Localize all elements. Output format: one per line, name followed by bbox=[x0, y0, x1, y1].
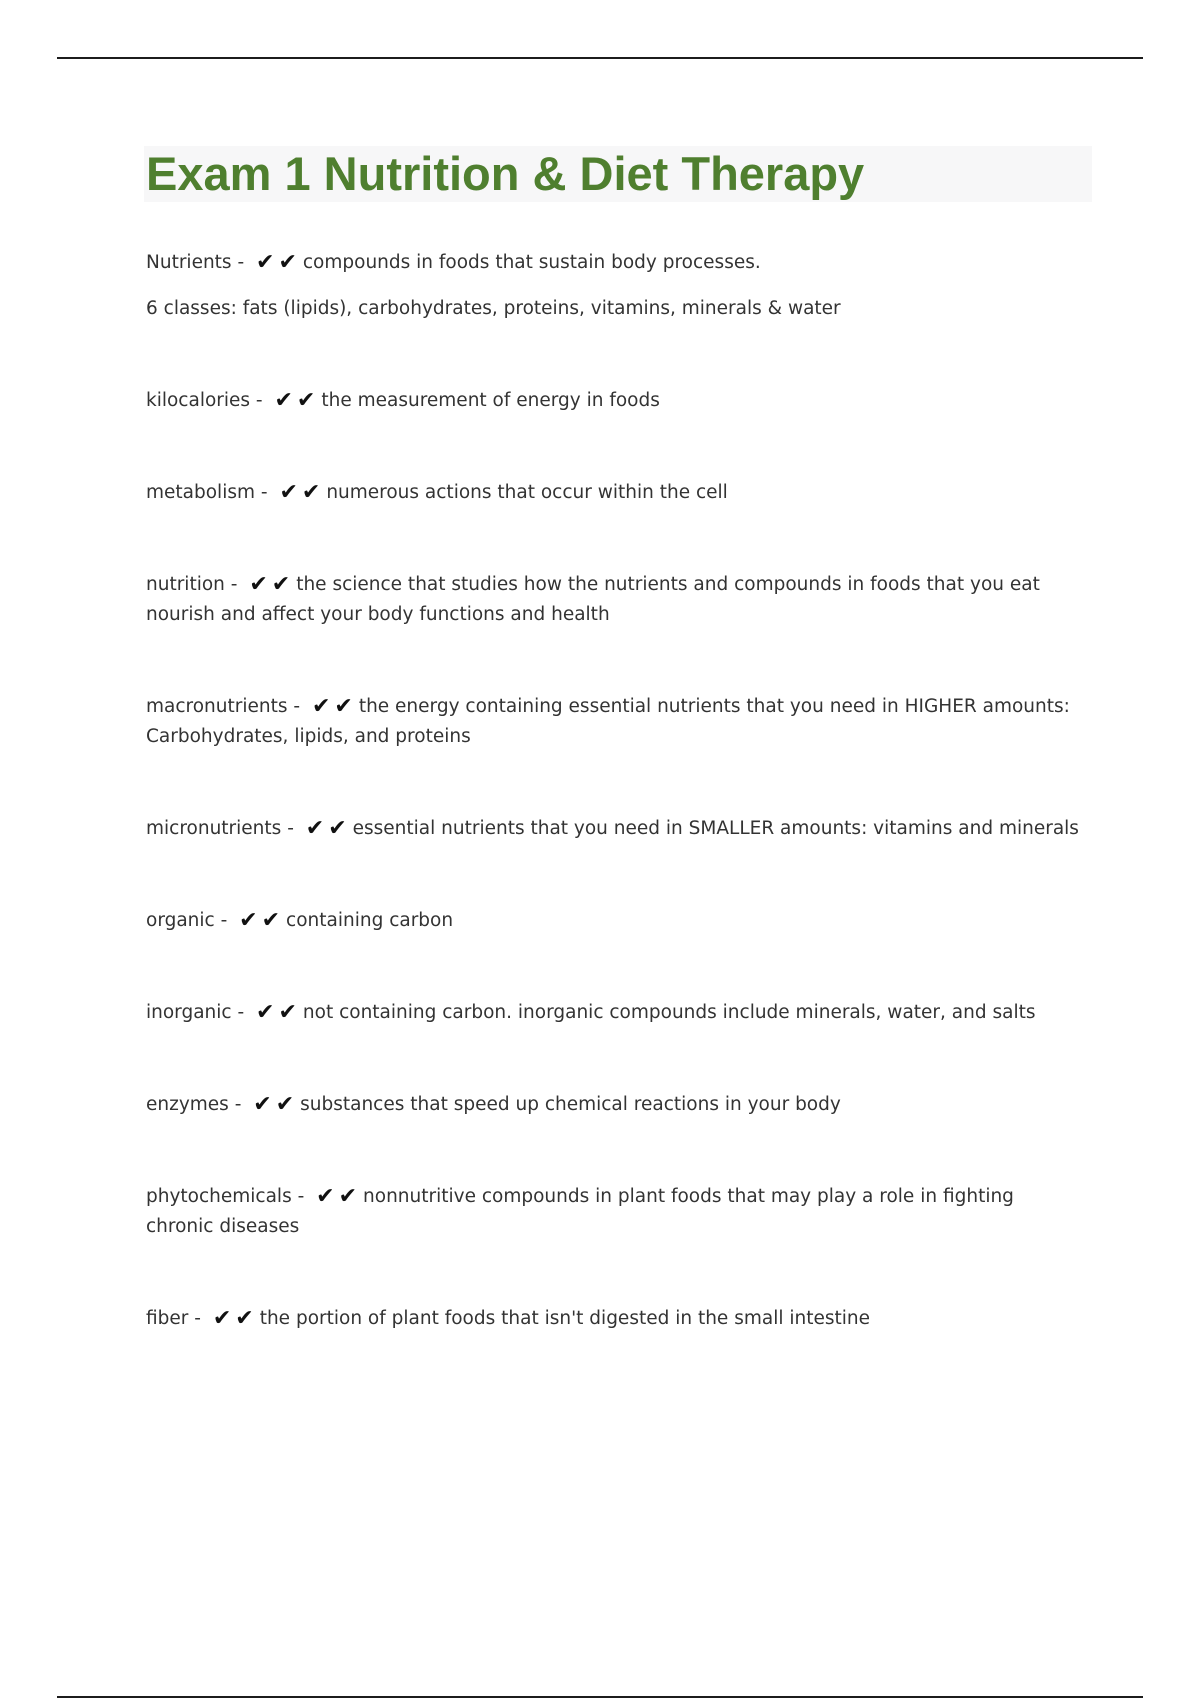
bottom-rule bbox=[57, 1696, 1143, 1698]
entry-term: macronutrients bbox=[146, 696, 288, 717]
entry-definition: substances that speed up chemical reactions in your body bbox=[300, 1094, 841, 1115]
entry-inorganic bbox=[146, 998, 1086, 1028]
entry-nutrition bbox=[146, 570, 1086, 630]
entry-definition: the science that studies how the nutrients and compounds in foods that you eat nourish and affect your body functions and health bbox=[146, 574, 1040, 625]
entry-term: organic bbox=[146, 910, 215, 931]
entry-term: fiber bbox=[146, 1308, 189, 1329]
double-checkmark-icon: ✔✔ bbox=[212, 1306, 258, 1331]
double-checkmark-icon: ✔✔ bbox=[311, 694, 357, 719]
entry-term: metabolism bbox=[146, 482, 255, 503]
entry-nutrients bbox=[146, 248, 1086, 324]
entry-enzymes bbox=[146, 1090, 1086, 1120]
term-separator: - bbox=[214, 910, 234, 931]
entry-extra-note: 6 classes: fats (lipids), carbohydrates, proteins, vitamins, minerals & water bbox=[146, 298, 841, 319]
entry-organic bbox=[146, 906, 1086, 936]
entry-term: micronutrients bbox=[146, 818, 282, 839]
term-separator: - bbox=[224, 574, 244, 595]
term-separator: - bbox=[287, 696, 306, 717]
entry-definition: containing carbon bbox=[286, 910, 454, 931]
flashcard-list bbox=[146, 248, 1086, 1334]
entry-definition: compounds in foods that sustain body processes. bbox=[302, 252, 761, 273]
double-checkmark-icon: ✔✔ bbox=[249, 572, 295, 597]
entry-definition: the energy containing essential nutrients that you need in HIGHER amounts: Carbohydrates, lipids, and proteins bbox=[146, 696, 1070, 747]
term-separator: - bbox=[231, 1002, 251, 1023]
entry-kilocalories bbox=[146, 386, 1086, 416]
entry-term: nutrition bbox=[146, 574, 225, 595]
entry-definition: not containing carbon. inorganic compounds include minerals, water, and salts bbox=[302, 1002, 1036, 1023]
entry-definition: the portion of plant foods that isn't digested in the small intestine bbox=[259, 1308, 870, 1329]
entry-definition: the measurement of energy in foods bbox=[321, 390, 660, 411]
entry-macronutrients bbox=[146, 692, 1086, 752]
term-separator: - bbox=[231, 252, 250, 273]
entry-term: inorganic bbox=[146, 1002, 232, 1023]
document-title: Exam 1 Nutrition & Diet Therapy bbox=[146, 147, 865, 200]
entry-term: kilocalories bbox=[146, 390, 251, 411]
entry-definition: essential nutrients that you need in SMALLER amounts: vitamins and minerals bbox=[352, 818, 1079, 839]
term-separator: - bbox=[188, 1308, 207, 1329]
top-rule bbox=[57, 57, 1143, 59]
double-checkmark-icon: ✔✔ bbox=[316, 1184, 362, 1209]
double-checkmark-icon: ✔✔ bbox=[305, 816, 351, 841]
entry-micronutrients bbox=[146, 814, 1086, 844]
term-separator: - bbox=[255, 482, 274, 503]
double-checkmark-icon: ✔✔ bbox=[279, 480, 325, 505]
entry-term: Nutrients bbox=[146, 252, 232, 273]
double-checkmark-icon: ✔✔ bbox=[256, 1000, 301, 1025]
term-separator: - bbox=[291, 1186, 311, 1207]
entry-definition: nonnutritive compounds in plant foods that may play a role in fighting chronic diseases bbox=[146, 1186, 1014, 1237]
term-separator: - bbox=[250, 390, 269, 411]
entry-phytochemicals bbox=[146, 1182, 1086, 1242]
double-checkmark-icon: ✔✔ bbox=[274, 388, 320, 413]
entry-fiber bbox=[146, 1304, 1086, 1334]
double-checkmark-icon: ✔✔ bbox=[256, 250, 301, 275]
term-separator: - bbox=[228, 1094, 248, 1115]
entry-term: phytochemicals bbox=[146, 1186, 292, 1207]
double-checkmark-icon: ✔✔ bbox=[239, 908, 285, 933]
term-separator: - bbox=[281, 818, 300, 839]
entry-term: enzymes bbox=[146, 1094, 229, 1115]
entry-definition: numerous actions that occur within the cell bbox=[326, 482, 728, 503]
double-checkmark-icon: ✔✔ bbox=[253, 1092, 299, 1117]
entry-metabolism bbox=[146, 478, 1086, 508]
